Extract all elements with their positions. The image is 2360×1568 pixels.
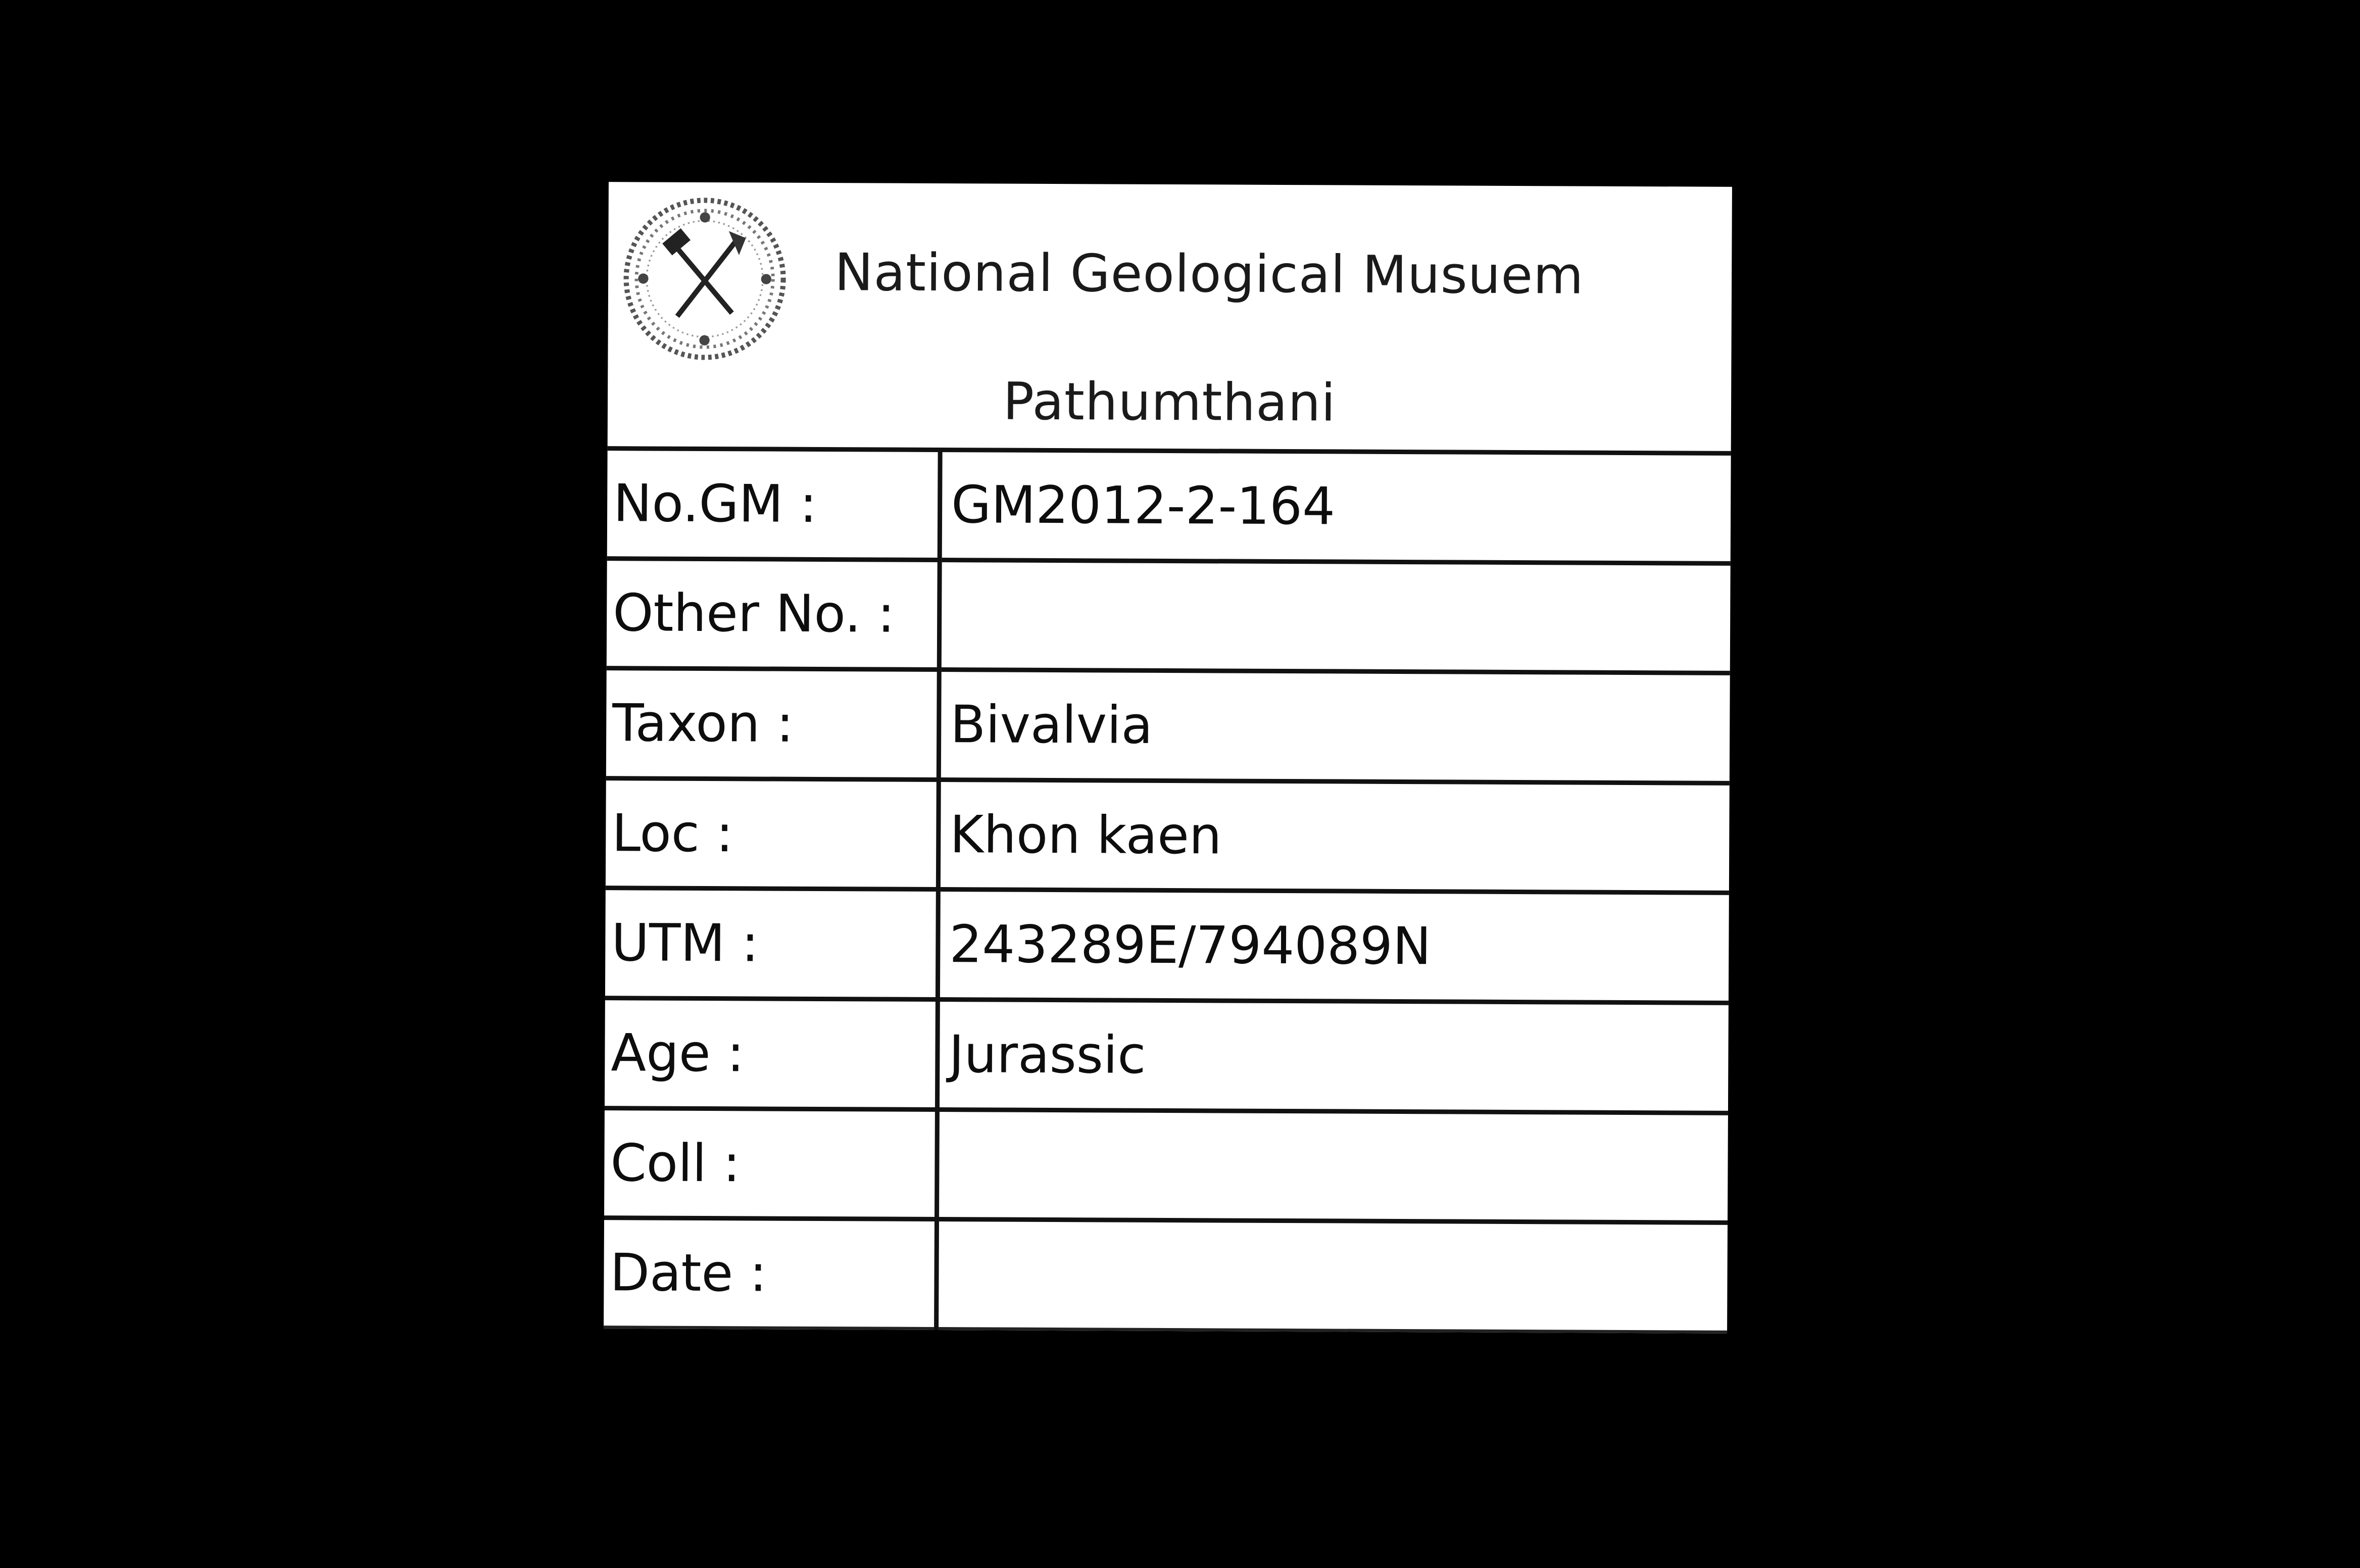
field-row-utm [605,888,1729,1003]
field-label: Age : [605,998,938,1109]
field-row-age [605,998,1729,1113]
field-value [937,1109,1728,1222]
specimen-fields-table [604,451,1731,1334]
field-row-loc [606,778,1730,893]
field-label: UTM : [605,888,938,999]
field-label: Loc : [606,778,939,890]
field-row-other-no [607,558,1731,673]
field-value: Bivalvia [939,670,1730,783]
field-row-date [604,1218,1728,1332]
specimen-label-card [604,182,1732,1334]
field-value: Khon kaen [938,779,1729,893]
field-row-coll [604,1108,1728,1222]
field-value [937,1219,1728,1332]
field-row-taxon [606,668,1730,783]
field-label: No.GM : [607,451,940,560]
field-label: Coll : [604,1108,937,1219]
institution-city: Pathumthani [1003,371,1336,433]
field-label: Other No. : [607,558,940,669]
field-label: Taxon : [606,668,939,779]
field-value: GM2012-2-164 [940,452,1731,563]
field-row-no-gm [607,451,1731,563]
museum-seal-icon [619,193,790,364]
field-value: Jurassic [937,1000,1728,1113]
label-header [608,182,1732,456]
field-value [939,560,1730,673]
institution-name: National Geological Musuem [834,242,1584,306]
field-label: Date : [604,1218,937,1329]
field-value: 243289E/794089N [938,890,1729,1003]
